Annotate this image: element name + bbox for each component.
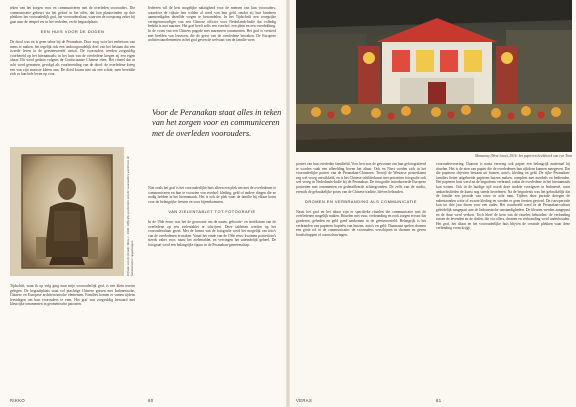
right-column-1 <box>296 162 426 240</box>
body-paragraph: De dood was en is geen taboe bij de Peranakan. Door zorg voor het eerbetoon van mens te maken, het tegelijk ook een ondoorgrondelijk deel van het bestaan dat een tweede leven in de geestenwereld omvat. De voorouders werden zorgvuldig voorbereid op het hiernamaals; in het huis van de overledene kregen zij een eigen altaar. Dit werd gedaan volgens de Confuciaanse Chinese riten. Het ritueel dat in acht werd genomen, gevolgd als voorbereiding van de dood: de overledene kreeg een van zijn mooiste kleren aan. De dood kwam niet als een schok; men bereidde zich er hun hele leven op voor. <box>10 39 135 77</box>
footer-left-label: RIKKO <box>10 398 26 403</box>
portrait-image <box>10 147 124 276</box>
section-heading-doden: EEN HUIS VOOR DE DODEN <box>40 29 105 35</box>
pull-quote: Voor de Peranakan staat alles in teken van het zorgen voor en communiceren met de overleden voorouders. <box>152 108 282 138</box>
body-paragraph: Tijdschift, waar ik op volg ging naar mijn voorouderlijk graf, is een klein terrein gelegen. De begraafplaats staat vol prachtige Chinese graven met Indonesische, Chinese en Europese architectonische elementen. Families komen er samen tijdens feestdagen om hun voorouders te eren. Het graf was zorgvuldig bewaard met kleurrijke ornamenten in geometrische patronen. <box>10 284 135 307</box>
ancestor-portrait-photo <box>10 147 124 276</box>
ceremony-image <box>296 0 572 152</box>
photo-caption: Mansaray (West-Java), 2016: het papieren beeldwerk van een Toen <box>475 154 572 158</box>
left-column-1-bottom <box>10 284 135 309</box>
body-paragraph: voorouderverering. Daarom is naast verering ook papier een belangrijk materiaal bij rituelen. Het is de zien van papier die de overledenen hun rijkdom kunnen meegeven. Dat die papieren objecten bestaan uit huizen, auto's, kleding en geld. De rijke Peranakan-families lieten uitgebreide papieren huizen maken, compleet met meubels en bedienden. Het papieren huis werd na de begrafenis verbrand, zodat de overledene in het hiernamaals kon wonen. Ook in de huidige tijd wordt deze traditie voortgezet in Indonesië, waar ambachtslieden de kunst nog steeds beoefenen. Na de begrafenis was het gebruikelijk dat de familie een periode van rouw in acht nam. Tijdens deze periode droegen de nabestaanden witte of zwarte kleding en werden er geen feesten gevierd. De rouwperiode kon tot drie jaar duren voor een ouder. Het rouwbeeld werd in de Peranakan-cultuur geleidelijk aangepast aan de Indonesische omstandigheden. De kleuren werden aangepast en de duur werd verkort. Toch bleef de kern van de rituelen behouden: de verbinding tussen de levenden en de doden, die via offers, dromen en verbranding werd onderhouden. Het graf, het altaar en het voorouderlijke huis blijven de centrale plekken waar deze verbinding vorm krijgt. <box>436 162 570 231</box>
right-column-2 <box>436 162 570 233</box>
portrait-caption: Erfstuk van de familie Han, c. 1900. Officiële portretten van de voorouders werden in de familiekamer opgehangen. <box>126 155 134 276</box>
intro-paragraph: teken van het zorgen voor en communiceren met de overleden voorouders. Die communicatie gebeurt via het geloof in het offer, dat kan plaatsvinden op drie plekken: het voorouderlijk graf, het voorouderaltaar, waarvan de oorsprong zeker bij gaat naar de tempel ver in het verleden, en de begraafplaats. <box>10 6 135 24</box>
section-heading-dromen: DROMEN EN VERBRANDING ALS COMMUNICATIE <box>305 199 417 205</box>
body-paragraph: Naast het graf en het altaar zijn er specifieke rituelen die communicatie met de overledenen mogelijk maken. Rituelen met vuur, verbranding en rook zorgen ervoor dat goederen, geheden en geld goed aankomen in de geestenwereld. Belangrijk is het verbranden van papieren kopieën van huizen, auto's en geld. Daarnaast spelen dromen een grote rol in de communicatie: de voorouders verschijnen in dromen en geven boodschappen of waarschuwingen. <box>296 209 426 237</box>
paper-house-photo <box>296 0 572 152</box>
footer-left-page-number: 60 <box>148 398 154 403</box>
body-paragraph: portret van hun overleden familielid. Voor hen was de gewoonte om hun gefotografeerd te worden vaak een afbeelding boven het altaar. Ook en Nieri voeden zich in het voorouderlijke portret van de Peranakan-Chinezen. Terwijl de Westerse portretkunst zeg wel vroeg ontwikkeld, en is het Chinese schilderkunst met portretten fotografie ook wel vroeg in Nederlands-Indië bij de Peranakan. De fotografie introduceerde Europese portretten met ornamenten en gedetailleerde achtergronden. De zelfs van de studio, evenals de gebruikelijke poses van de Chinese traditie, bleven behouden. <box>296 162 426 194</box>
body-paragraph: Niet zoals het graf is het voorouderlijke huis alleen een plek om met de overledenen te communiceren en hun te voorzien van voedsel, kleding, geld of andere dingen die ze nodig hebben in het hiernamaals. Het is ook de plek waar de familie bij elkaar komt voor de belangrijke feesten en voor bijeenkomsten. <box>148 186 276 204</box>
footer-right-label: VERAS <box>296 398 313 403</box>
body-paragraph: Iedereen wil de best mogelijke nalatigheid voor de mensen van hun voorouders, waardoor de rijkste hen wilden al werd van hun geld, omdat zij hun kinderen aanmoedigden dezelfde wegen te bewandelen. In het Tijdschrift een vroegrijke vertegenwoordiger van een Chinese officier voor Nederlands-Indië dat volledig bedekt is met marmer. Het graf heeft zelfs een voorhof, een plein en een overdekking. In de vorm van een Chinees pagode met marmeren ornamenten. Het graf is versierd met beelden van leeuwen, die de geest van de overledene bewaken. De Europese architectuurelementen in het graf geven de welvaart van de familie weer. <box>148 6 276 43</box>
left-column-2-top <box>148 6 276 45</box>
page-gutter <box>286 0 290 407</box>
body-paragraph: In de 19de eeuw was het de gewoonte om de naam, geboorte- en sterfdatum van de overledene op een zielentablet te schrijven. Deze tabletten werden op het voorouderaltaar gezet. Met de komst van de fotografie werd het mogelijk om foto's van de overledenen te maken. Vanaf het einde van de 19de eeuw kwamen portretfoto's steeds vaker voor, naast het zielentablet, en vervingen het uiteindelijk geheel. De fotograaf werd een belangrijke figuur in de Peranakan-gemeenschap. <box>148 219 276 247</box>
left-column-2-bottom <box>148 186 276 250</box>
left-column-1 <box>10 6 135 79</box>
footer-right-page-number: 61 <box>436 398 442 403</box>
section-heading-fotografie: VAN ZIELENTABLET TOT FOTOGRAFIE <box>168 209 256 215</box>
